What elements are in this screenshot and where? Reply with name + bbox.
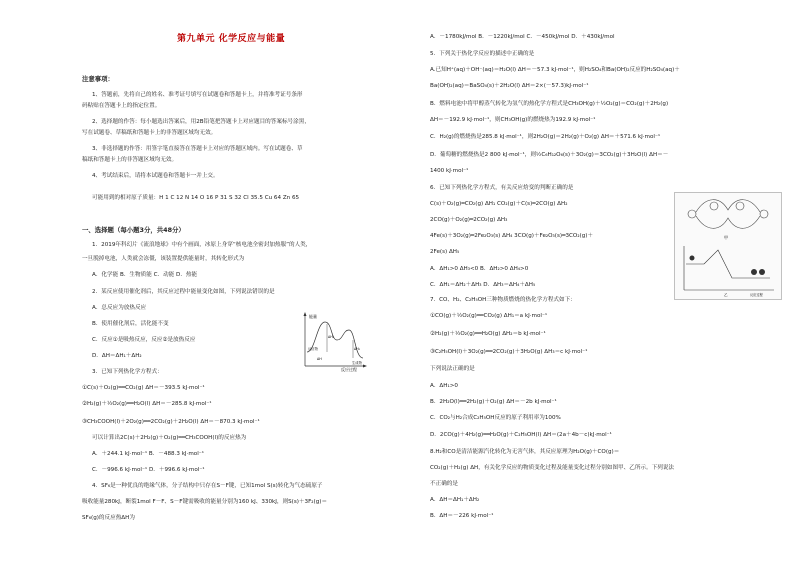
q3-equation: ①C(s)＋O₂(g)══CO₂(g) ΔH＝－393.5 kJ·mol⁻¹ [82, 385, 205, 391]
q2-option: A．总反应为放热反应 [92, 305, 147, 311]
q8-stem: 不正确的是 [430, 481, 458, 487]
diagram-label-reactant: 反应物 [308, 347, 318, 351]
q7-option: B．2H₂O(l)══2H₂(g)＋O₂(g) ΔH＝－2b kJ·mol⁻¹ [430, 399, 557, 405]
notice-line: 码粘贴在答题卡上的指定位置。 [82, 103, 161, 109]
q3-stem: 可以计算出2C(s)＋2H₂(g)＋O₂(g)══CH₃COOH(l)的反应热为 [92, 435, 247, 441]
q1-stem: 一旦脱掉电池，人类就会冻僵，该装置提供能量时，其转化形式为 [82, 256, 245, 262]
diagram-label-dh2: ΔH₂ [354, 347, 361, 351]
q4-options: A．－1780kJ/mol B．－1220kJ/mol C．－450kJ/mol D．＋430kJ/mol [430, 34, 615, 40]
diagram-label-dh: ΔH [317, 357, 322, 361]
q2-option: B．使用催化剂后，活化能不变 [92, 321, 169, 327]
q5-option: D．葡萄糖的燃烧热是2 800 kJ·mol⁻¹，则½C₆H₁₂O₆(s)＋3O₂(g)＝3CO₂(g)＋3H₂O(l) ΔH＝－ [430, 152, 669, 158]
notice-line: 稿纸和答题卡上的非答题区域均无效。 [82, 157, 178, 163]
atomic-mass-line: 可能用到的相对原子质量：H 1 C 12 N 14 O 16 P 31 S 32 Cl 35.5 Cu 64 Zn 65 [92, 195, 300, 201]
q5-option: Ba(OH)₂(aq)＝BaSO₄(s)＋2H₂O(l) ΔH＝2×(－57.3)kJ·mol⁻¹ [430, 83, 589, 89]
q5-stem: 5．下列关于热化学反应的描述中正确的是 [430, 51, 535, 57]
diagram-label-product: 生成物 [352, 361, 362, 365]
q8-option: A．ΔH＝ΔH₁＋ΔH₂ [430, 497, 480, 503]
q2-option: D．ΔH＝ΔH₁＋ΔH₂ [92, 353, 142, 359]
q2-option: C．反应①是吸热反应，反应②是放热反应 [92, 337, 196, 343]
figure-xlabel: 反应过程 [750, 293, 763, 297]
q4-stem: SF₆(g)的反应热ΔH为 [82, 515, 135, 521]
q7-option: C．CO₂与H₂合成C₂H₅OH反应的原子利用率为100% [430, 415, 561, 421]
notice-line: 4、考试结束后，请将本试题卷和答题卡一并上交。 [92, 173, 219, 179]
q8-stem: CO₂(g)＋H₂(g) ΔH，有关化学反应的物质变化过程及能量变化过程分别如图甲、乙所示。下列说法 [430, 465, 675, 471]
q1-stem: 1．2019年科幻片《流浪地球》中有个画面，冰原上身穿“核电池全密封加热服”的人类， [92, 242, 312, 248]
q5-option: C．H₂(g)的燃烧热是285.8 kJ·mol⁻¹，则2H₂O(g)＝2H₂(g)＋O₂(g) ΔH＝＋571.6 kJ·mol⁻¹ [430, 134, 661, 140]
diagram-xlabel: 反应过程 [341, 367, 357, 372]
notice-line: 2、选择题的作答：每小题选出答案后，用2B铅笔把答题卡上对应题目的答案标号涂黑， [92, 119, 310, 125]
q4-stem: 吸收能量280kJ，断裂1mol F－F、S－F键需吸收的能量分别为160 kJ、330kJ，则S(s)＋3F₂(g)＝ [82, 499, 328, 505]
q4-stem: 4．SF₆是一种优良的绝缘气体，分子结构中只存在S－F键，已知1mol S(s)转化为气态硫原子 [92, 483, 323, 489]
q5-option: 1400 kJ·mol⁻¹ [430, 168, 469, 174]
q7-equation: ②H₂(g)＋½O₂(g)══H₂O(g) ΔH₂＝b kJ·mol⁻¹ [430, 331, 546, 337]
diagram-label-dh1: ΔH₁ [328, 335, 335, 339]
q7-option: D．2CO(g)＋4H₂(g)══H₂O(g)＋C₂H₅OH(l) ΔH＝(2a＋4b－c)kJ·mol⁻¹ [430, 432, 612, 438]
q8-option: B．ΔH＝－226 kJ·mol⁻¹ [430, 513, 494, 519]
section-heading: 一、选择题（每小题3分，共48分） [82, 226, 185, 234]
q6-equation: C(s)＋O₂(g)═CO₂(g) ΔH₁ CO₂(g)＋C(s)═2CO(g) ΔH₂ [430, 201, 568, 207]
q7-stem: 下列说法正确的是 [430, 366, 475, 372]
q7-equation: ③C₂H₅OH(l)＋3O₂(g)══2CO₂(g)＋3H₂O(g) ΔH₃＝c kJ·mol⁻¹ [430, 349, 588, 355]
q5-option: ΔH＝－192.9 kJ·mol⁻¹，则CH₃OH(g)的燃烧热为192.9 kJ·mol⁻¹ [430, 117, 596, 123]
q6-equation: 2CO(g)＋O₂(g)═2CO₂(g) ΔH₃ [430, 217, 508, 223]
q5-option: B．燃料电池中将甲醇蒸气转化为氢气的热化学方程式是CH₃OH(g)＋½O₂(g)＝CO₂(g)＋2H₂(g) [430, 101, 669, 107]
q6-options: A．ΔH₁>0 ΔH₃<0 B．ΔH₂>0 ΔH₄>0 [430, 266, 529, 272]
q6-equation: 4Fe(s)＋3O₂(g)═2Fe₂O₃(s) ΔH₄ 3CO(g)＋Fe₂O₃(s)═3CO₂(g)＋ [430, 233, 594, 239]
q7-equation: ①CO(g)＋½O₂(g)══CO₂(g) ΔH₁＝a kJ·mol⁻¹ [430, 313, 548, 319]
notice-line: 1、答题前，先将自己的姓名、准考证号填写在试题卷和答题卡上，并将准考证号条形 [92, 92, 303, 98]
q8-stem: 8.H₂和CO是清洁能源汽化转化为无害气体，其反应原理为H₂O(g)＋CO(g)＝ [430, 449, 620, 455]
q3-options: C．－996.6 kJ·mol⁻¹ D．＋996.6 kJ·mol⁻¹ [92, 467, 205, 473]
notice-line: 3、非选择题的作答：用签字笔直接答在答题卡上对应的答题区域内。写在试题卷、草 [92, 146, 303, 152]
q2-stem: 2．某反应使用催化剂后，其反应过程中能量变化如图，下列说法错误的是 [92, 289, 275, 295]
q3-equation: ②H₂(g)＋½O₂(g)══H₂O(l) ΔH＝－285.8 kJ·mol⁻¹ [82, 401, 212, 407]
notice-heading: 注意事项： [82, 75, 114, 83]
page-title: 第九单元 化学反应与能量 [177, 34, 286, 44]
q7-stem: 7．CO、H₂、C₂H₅OH三种物质燃烧的热化学方程式如下： [430, 297, 576, 303]
q6-options: C．ΔH₁＝ΔH₂＋ΔH₃ D．ΔH₃＝ΔH₄＋ΔH₅ [430, 282, 536, 288]
notice-line: 写在试题卷、草稿纸和答题卡上的非答题区域均无效。 [82, 130, 217, 136]
figure-label-yi: 乙 [724, 293, 728, 297]
q3-equation: ③CH₃COOH(l)＋2O₂(g)══2CO₂(g)＋2H₂O(l) ΔH＝－870.3 kJ·mol⁻¹ [82, 419, 260, 425]
q6-stem: 6．已知下列热化学方程式，有关反应焓变的判断正确的是 [430, 185, 574, 191]
q3-stem: 3．已知下列热化学方程式： [92, 369, 163, 375]
q1-options: A．化学能 B．生物质能 C．动能 D．热能 [92, 272, 198, 278]
figure-label-jia: 甲 [724, 235, 728, 240]
q5-option: A.已知H⁺(aq)＋OH⁻(aq)＝H₂O(l) ΔH＝－57.3 kJ·mol⁻¹，则H₂SO₄和Ba(OH)₂反应的H₂SO₄(aq)＋ [430, 67, 680, 73]
q3-options: A．＋244.1 kJ·mol⁻¹ B．－488.3 kJ·mol⁻¹ [92, 451, 204, 457]
q7-option: A．ΔH₁>0 [430, 383, 458, 389]
energy-diagram [297, 310, 369, 372]
q8-figure [674, 192, 782, 300]
diagram-ylabel: 能量 [309, 314, 317, 319]
q6-equation: 2Fe(s) ΔH₅ [430, 249, 460, 255]
